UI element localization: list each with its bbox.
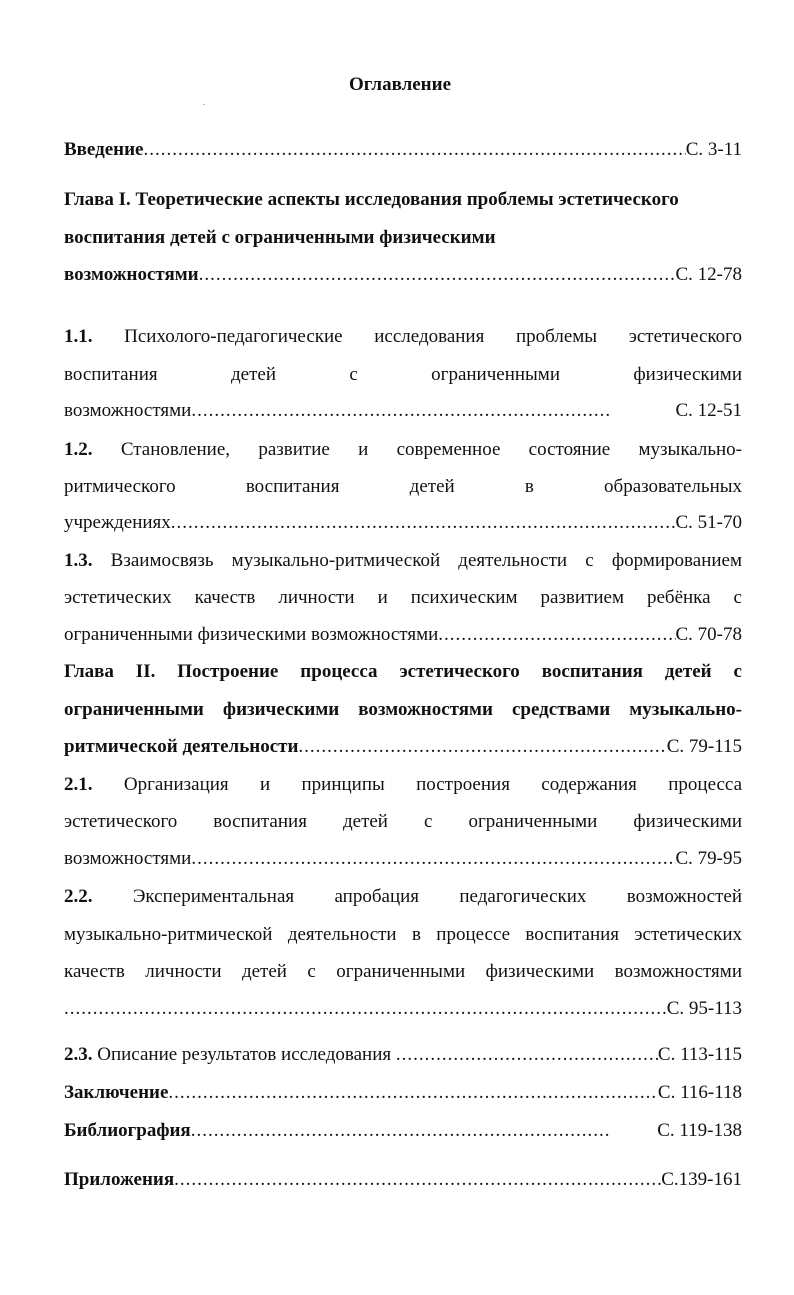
leader-dots: [191, 1117, 609, 1145]
section-number: 2.3.: [64, 1044, 93, 1065]
leader-dots: [144, 136, 686, 164]
toc-entry-appendix: [64, 1166, 742, 1194]
section-number: 1.3.: [64, 550, 93, 571]
leader-dots: [168, 1079, 657, 1107]
scan-speck: [203, 104, 205, 105]
entry-page: С. 95-113: [666, 998, 742, 1019]
toc-section-1-3-line3: [64, 621, 742, 649]
toc-chapter-1-line3: [64, 261, 742, 289]
leader-dots: [174, 1166, 661, 1194]
toc-entry-bibliography: [64, 1117, 742, 1145]
entry-page: С. 79-95: [675, 848, 742, 869]
entry-page: С. 70-78: [675, 624, 742, 645]
entry-label: Заключение: [64, 1082, 169, 1103]
entry-label: Библиография: [64, 1120, 191, 1141]
section-text: Психолого-педагогические исследования проблемы эстетического: [124, 326, 742, 347]
entry-page: С. 51-70: [675, 512, 742, 533]
entry-label: Приложения: [64, 1169, 175, 1190]
leader-dots: [191, 397, 611, 425]
leader-dots: [171, 509, 676, 537]
leader-dots: [438, 621, 675, 649]
section-number: 1.1.: [64, 326, 93, 347]
section-text: Организация и принципы построения содержания процесса: [123, 774, 742, 795]
entry-label: Введение: [64, 139, 144, 160]
toc-section-1-3-line2: эстетических качеств личности и психическим развитием ребёнка с: [64, 587, 742, 608]
entry-page: С. 3-11: [685, 139, 742, 160]
entry-page: С. 113-115: [657, 1044, 742, 1065]
toc-section-2-1-line3: [64, 845, 742, 873]
toc-section-2-3: [64, 1041, 742, 1069]
entry-label: ограниченными физическими возможностями: [64, 624, 439, 645]
section-number: 2.2.: [64, 886, 93, 907]
toc-section-2-2-line4: [64, 995, 742, 1023]
toc-section-2-1-line1: [64, 771, 742, 799]
toc-section-1-1-line3: [64, 397, 742, 425]
toc-section-1-1-line2: воспитания детей с ограниченными физическими: [64, 364, 742, 385]
entry-label: возможностями: [64, 264, 199, 285]
section-text: Становление, развитие и современное состояние музыкально-: [120, 439, 742, 460]
section-text: Экспериментальная апробация педагогических возможностей: [132, 886, 742, 907]
toc-section-2-2-line2: музыкально-ритмической деятельности в процессе воспитания эстетических: [64, 924, 742, 945]
leader-dots: [396, 1041, 658, 1069]
entry-label: возможностями: [64, 848, 192, 869]
entry-page: С. 12-51: [675, 400, 742, 421]
entry-label: [64, 1041, 396, 1069]
toc-chapter-2-line3: [64, 733, 742, 761]
toc-section-2-2-line3: качеств личности детей с ограниченными физическими возможностями: [64, 961, 742, 982]
leader-dots: [191, 845, 675, 873]
toc-title: Оглавление: [348, 74, 452, 95]
toc-section-2-2-line1: [64, 883, 742, 911]
toc-entry-intro: [64, 136, 742, 164]
toc-entry-conclusion: [64, 1079, 742, 1107]
entry-page: С. 119-138: [657, 1120, 742, 1141]
entry-label: ритмической деятельности: [64, 736, 299, 757]
entry-label: учреждениях: [64, 512, 171, 533]
toc-section-1-2-line3: [64, 509, 742, 537]
entry-page: С. 12-78: [675, 264, 742, 285]
section-text: Описание результатов исследования: [97, 1044, 392, 1065]
toc-chapter-2-line1: Глава II. Построение процесса эстетического воспитания детей с: [64, 661, 742, 682]
toc-section-1-1-line1: [64, 323, 742, 351]
toc-chapter-1-line1: Глава I. Теоретические аспекты исследования проблемы эстетического: [64, 189, 679, 210]
entry-page: С. 79-115: [666, 736, 742, 757]
toc-section-1-2-line2: ритмического воспитания детей в образовательных: [64, 476, 742, 497]
toc-chapter-1-line2: воспитания детей с ограниченными физическими: [64, 227, 496, 248]
section-number: 2.1.: [64, 774, 93, 795]
leader-dots: [64, 995, 667, 1023]
entry-page: С. 116-118: [657, 1082, 742, 1103]
toc-section-1-2-line1: [64, 436, 742, 464]
entry-label: возможностями: [64, 400, 192, 421]
section-text: Взаимосвязь музыкально-ритмической деятельности с формированием: [110, 550, 742, 571]
toc-chapter-2-line2: ограниченными физическими возможностями средствами музыкально-: [64, 699, 742, 720]
section-number: 1.2.: [64, 439, 93, 460]
entry-page: С.139-161: [661, 1169, 742, 1190]
leader-dots: [298, 733, 666, 761]
toc-section-1-3-line1: [64, 547, 742, 575]
toc-section-2-1-line2: эстетического воспитания детей с ограниченными физическими: [64, 811, 742, 832]
leader-dots: [199, 261, 676, 289]
